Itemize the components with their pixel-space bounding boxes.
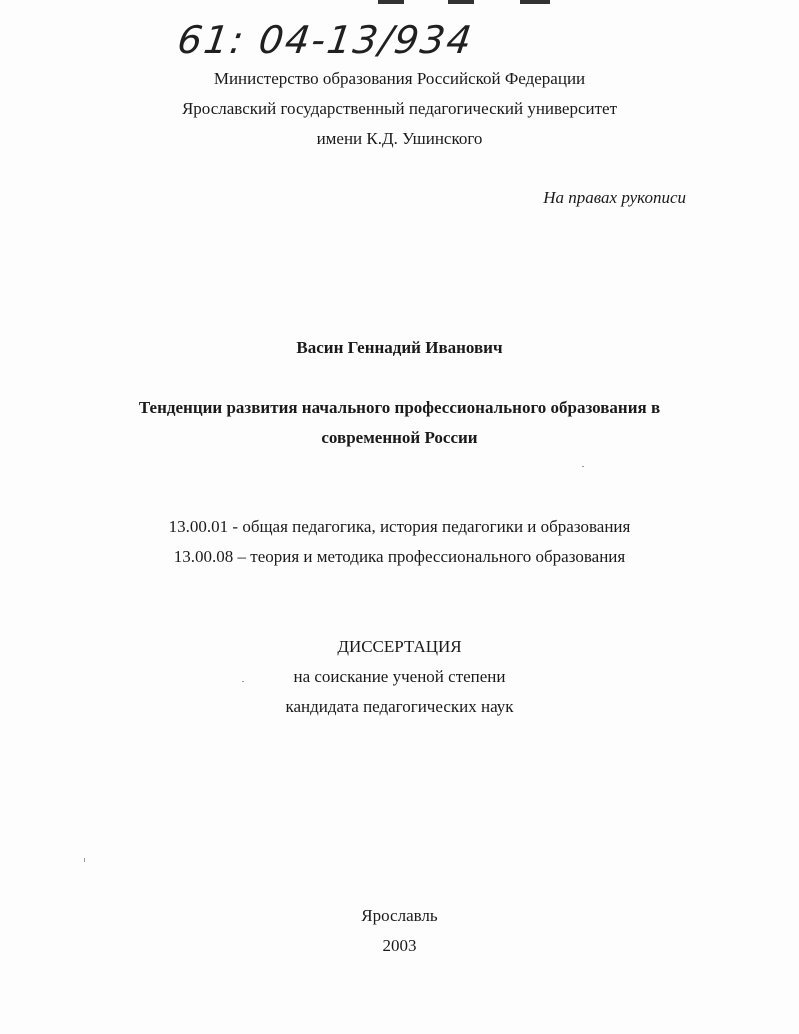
author-name: Васин Геннадий Иванович (296, 338, 503, 357)
manuscript-rights-note: На правах рукописи (543, 188, 686, 207)
specialty-code: 13.00.08 – теория и методика профессионального образования (173, 547, 626, 566)
work-type-label: ДИССЕРТАЦИЯ (337, 637, 462, 656)
city: Ярославль (361, 906, 438, 925)
top-edge-mark (378, 0, 404, 4)
dissertation-title-line1: Тенденции развития начального профессионального образования в (138, 398, 661, 417)
dissertation-title-line2: современной России (321, 428, 478, 447)
degree-line1: на соискание ученой степени (293, 667, 506, 686)
university-name: Ярославский государственный педагогический университет (181, 99, 618, 118)
degree-line2: кандидата педагогических наук (285, 697, 514, 716)
top-edge-mark (448, 0, 474, 4)
scan-speck (84, 858, 85, 862)
specialty-code: 13.00.01 - общая педагогика, история педагогики и образования (168, 517, 631, 536)
scan-speck (582, 466, 584, 467)
university-name-continued: имени К.Д. Ушинского (316, 129, 483, 148)
year: 2003 (382, 936, 417, 955)
top-edge-mark (520, 0, 550, 4)
handwritten-catalog-number: 61: 04-13/934 (174, 18, 477, 62)
scan-speck (242, 681, 244, 682)
ministry-name: Министерство образования Российской Федерации (213, 69, 586, 88)
